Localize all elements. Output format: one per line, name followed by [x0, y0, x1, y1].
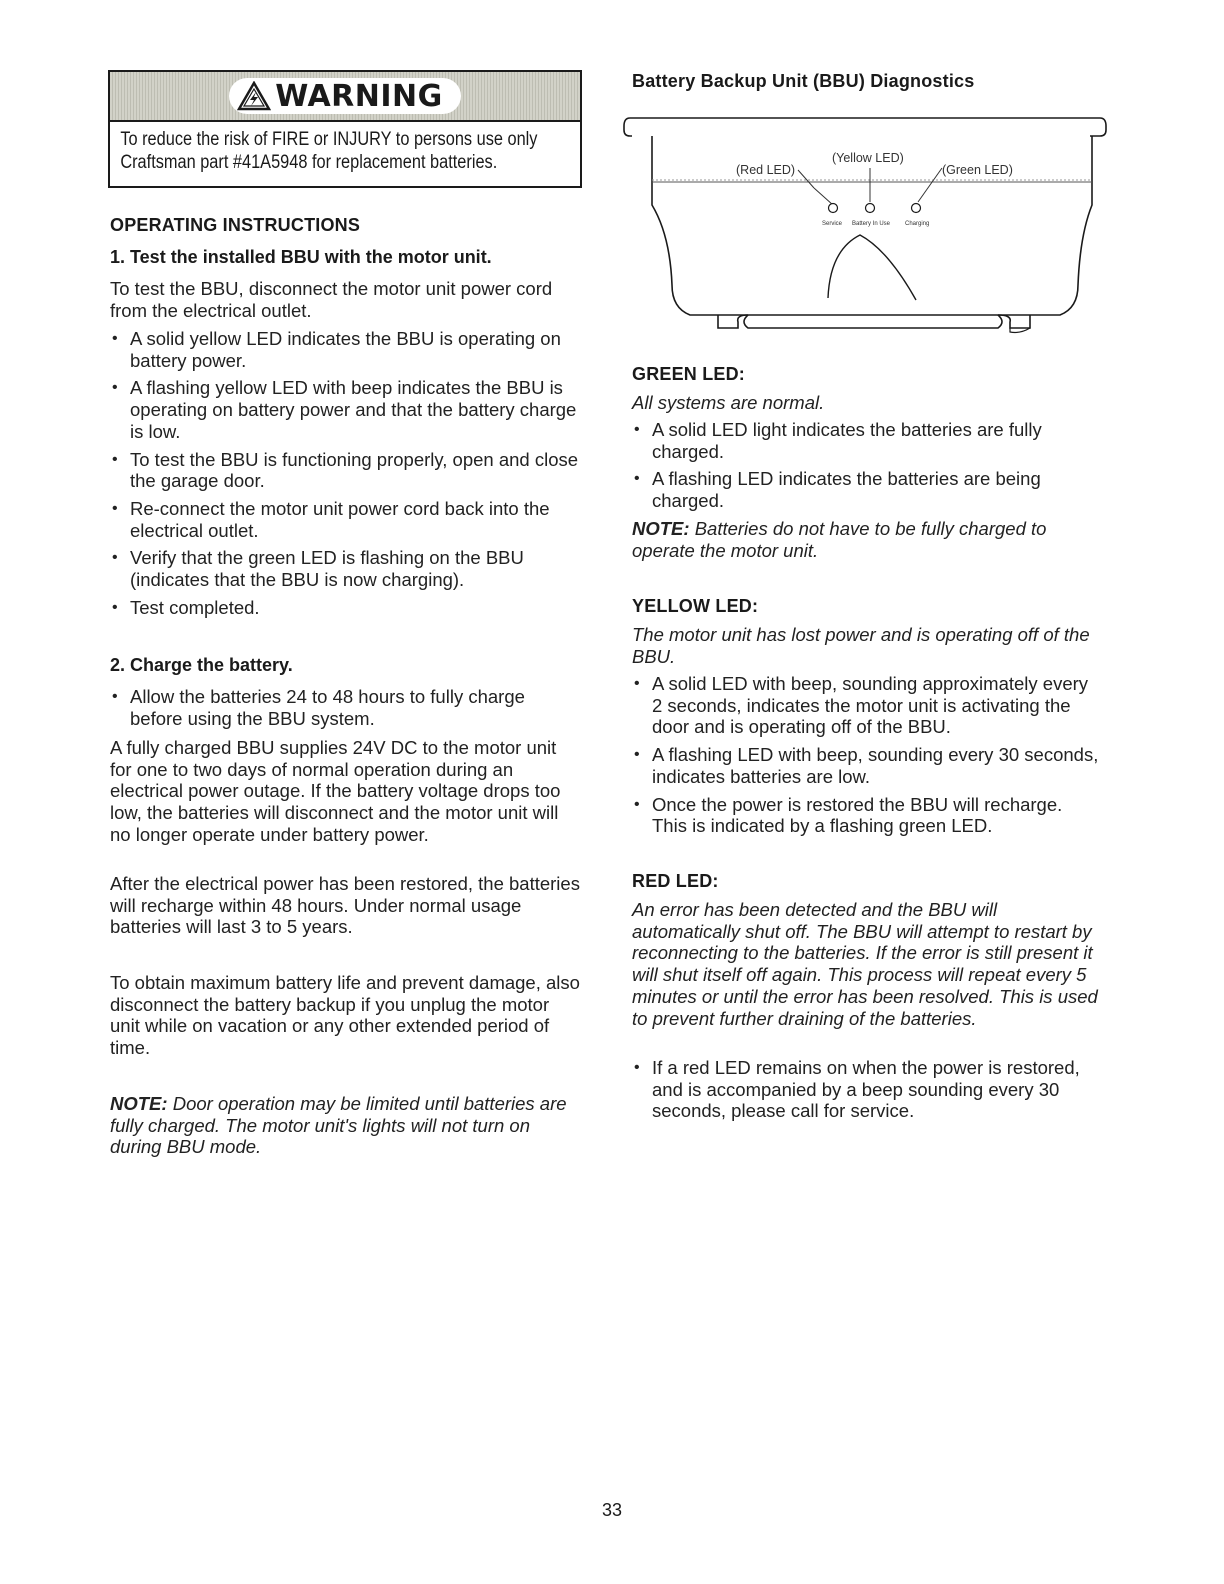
green-led-note: [632, 518, 1102, 561]
warning-triangle-icon: [237, 81, 271, 111]
step1-title: 1. Test the installed BBU with the motor unit.: [110, 247, 492, 267]
red-led-leader: [798, 170, 814, 188]
diagram-lip-left: [624, 118, 632, 136]
warning-title: WARNING: [275, 78, 443, 114]
yellow-led-heading: YELLOW LED:: [632, 596, 759, 616]
step2-paragraph-3: To obtain maximum battery life and prevent damage, also disconnect the battery backup if you unplug the motor unit while on vacation or any other extended period of time.: [110, 972, 580, 1059]
diagram-foot-right: [998, 315, 1030, 328]
operating-instructions-heading: OPERATING INSTRUCTIONS: [110, 215, 361, 235]
step2-paragraph-1: A fully charged BBU supplies 24V DC to the motor unit for one to two days of normal operation during an electrical power outage. If the battery voltage drops too low, the batteries will disconnect and the motor unit will no longer operate under battery power.: [110, 737, 561, 845]
list-item: • A solid LED light indicates the batteries are fully charged.: [632, 419, 1102, 462]
note-text: Door operation may be limited until batteries are fully charged. The motor unit's lights will not turn on during BBU mode.: [110, 1093, 567, 1158]
step1-bullets: [110, 328, 580, 624]
red-led-heading: RED LED:: [632, 871, 719, 891]
diagram-lip-right: [1090, 118, 1106, 136]
list-item: • To test the BBU is functioning properly, open and close the garage door.: [110, 449, 580, 492]
note-text: Batteries do not have to be fully charged to operate the motor unit.: [632, 518, 1047, 561]
green-led-heading: GREEN LED:: [632, 364, 746, 384]
diagram-handle: [828, 235, 916, 300]
list-item: • Test completed.: [110, 597, 580, 619]
warning-pill: [229, 78, 461, 114]
green-led: [912, 204, 921, 213]
green-led-label: (Green LED): [942, 163, 1013, 177]
warning-box: [108, 70, 582, 188]
list-item: • Allow the batteries 24 to 48 hours to fully charge before using the BBU system.: [110, 686, 580, 729]
red-led-subtitle: An error has been detected and the BBU will automatically shut off. The BBU will attempt to restart by reconnecting to the batteries. If the error is still present it will shut itself off again. This process will repeat every 5 minutes or until the error has been resolved. This is used to prevent further draining of the batteries.: [632, 899, 1098, 1029]
step1-intro: To test the BBU, disconnect the motor unit power cord from the electrical outlet.: [110, 278, 553, 321]
green-led-subtitle: All systems are normal.: [632, 392, 825, 413]
list-item: • Verify that the green LED is flashing on the BBU (indicates that the BBU is now charging).: [110, 547, 580, 590]
warning-text: To reduce the risk of FIRE or INJURY to persons use only Craftsman part #41A5948 for replacement batteries.: [120, 129, 538, 173]
charging-label: Charging: [905, 221, 930, 227]
list-item: • A flashing LED with beep, sounding every 30 seconds, indicates batteries are low.: [632, 744, 1102, 787]
warning-banner: [110, 72, 580, 122]
diagram-base-bar: [744, 315, 1002, 328]
step2-bullets: [110, 686, 580, 735]
page-number: 33: [601, 1500, 623, 1520]
note-label: NOTE:: [632, 518, 690, 539]
left-note: [110, 1093, 580, 1158]
list-item: • Once the power is restored the BBU will recharge. This is indicated by a flashing green LED.: [632, 794, 1102, 837]
red-led-label: (Red LED): [736, 163, 796, 177]
step2-paragraph-2: After the electrical power has been restored, the batteries will recharge within 48 hours. Under normal usage batteries will last 3 to 5 years.: [110, 873, 580, 938]
red-led-bullets: [632, 1057, 1102, 1128]
bbu-diagram: [620, 110, 1110, 340]
list-item: • Re-connect the motor unit power cord back into the electrical outlet.: [110, 498, 580, 541]
yellow-led: [866, 204, 875, 213]
list-item: • A flashing LED indicates the batteries are being charged.: [632, 468, 1102, 511]
red-led: [829, 204, 838, 213]
note-label: NOTE:: [110, 1093, 168, 1114]
step2-title: 2. Charge the battery.: [110, 655, 293, 675]
yellow-led-bullets: [632, 673, 1102, 843]
list-item: • A solid yellow LED indicates the BBU is operating on battery power.: [110, 328, 580, 371]
list-item: • A flashing yellow LED with beep indicates the BBU is operating on battery power and that the battery charge is low.: [110, 377, 580, 442]
list-item: • A solid LED with beep, sounding approximately every 2 seconds, indicates the motor unit is activating the door and is operating off of the BBU.: [632, 673, 1102, 738]
green-led-leader: [918, 168, 942, 202]
yellow-led-subtitle: The motor unit has lost power and is operating off of the BBU.: [632, 624, 1090, 667]
red-led-leader-2: [814, 188, 833, 205]
service-label: Service: [822, 221, 843, 227]
list-item: • If a red LED remains on when the power is restored, and is accompanied by a beep sounding every 30 seconds, please call for service.: [632, 1057, 1102, 1122]
diagnostics-heading: Battery Backup Unit (BBU) Diagnostics: [632, 71, 975, 91]
green-led-bullets: [632, 419, 1102, 518]
yellow-led-label: (Yellow LED): [832, 151, 904, 165]
battery-in-use-label: Battery In Use: [852, 221, 891, 227]
